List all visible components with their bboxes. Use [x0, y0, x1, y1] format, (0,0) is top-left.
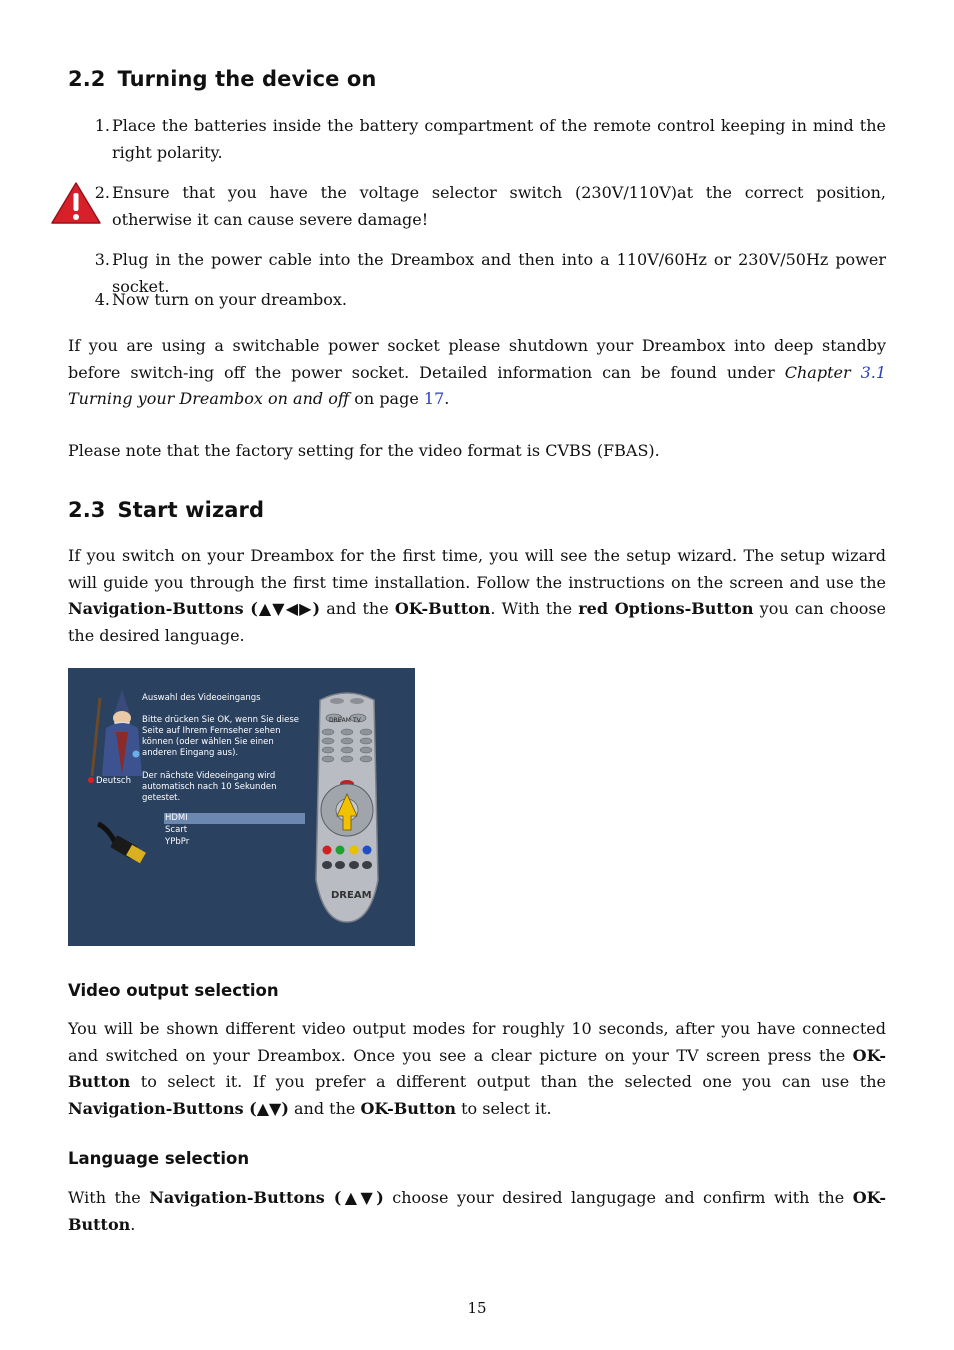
subheading-language: Language selection — [68, 1149, 250, 1168]
screen-text-2: Der nächste Videoeingang wird automatisch nach 10 Sekunden getestet. — [142, 771, 277, 803]
paragraph-power-socket — [68, 333, 886, 413]
ok-button-label: OK-Button — [68, 1188, 887, 1234]
text-run: choose your desired langugage and confirm with the — [383, 1188, 853, 1207]
text-run: you can choose the desired language. — [68, 599, 887, 645]
section-number: 2.2 — [68, 67, 106, 91]
list-number: 1. — [94, 116, 110, 135]
chapter-link[interactable]: 3.1 — [860, 362, 887, 382]
ok-button-label: OK-Button — [394, 599, 491, 618]
list-text: Plug in the power cable into the Dreambox and then into a 110V/60Hz or 230V/50Hz power socket. — [112, 250, 886, 296]
text-run: You will be shown different video output modes for roughly 10 seconds, after you have connected and switched on your Dreambox. Once you see a clear picture on your TV screen press the — [68, 1019, 886, 1065]
ok-button-label: OK-Button — [360, 1098, 457, 1118]
text-run: With the — [68, 1188, 150, 1207]
option-hdmi[interactable]: HDMI — [164, 813, 305, 824]
text-run: to select it. — [456, 1098, 552, 1118]
hdmi-cable-icon — [94, 818, 150, 868]
nav-buttons-label: Navigation-Buttons (▲▼◀▶) — [68, 599, 321, 618]
section-heading-2-3 — [68, 498, 264, 522]
text-run: . — [444, 389, 450, 408]
text-run: If you switch on your Dreambox for the first time, you will see the setup wizard. The setup wizard will guide you through the first time installation. Follow the instructions on the screen and use the — [68, 546, 886, 592]
paragraph-language — [68, 1185, 886, 1238]
text-run: on page — [349, 389, 424, 408]
warning-triangle-icon — [50, 181, 102, 225]
list-text: Now turn on your dreambox. — [112, 290, 347, 309]
list-text: Place the batteries inside the battery compartment of the remote control keeping in mind the right polarity. — [112, 116, 886, 162]
text-run: to select it. If you prefer a different output than the selected one you can use the — [130, 1072, 886, 1091]
remote-dream-label: DREAM — [329, 717, 351, 724]
chapter-label: Chapter — [784, 362, 851, 382]
text-run: . With the — [490, 599, 579, 618]
section-heading-2-2 — [68, 67, 376, 91]
language-indicator — [88, 776, 131, 787]
list-number: 4. — [94, 290, 110, 309]
page-number: 15 — [467, 1299, 487, 1317]
text-run: If you are using a switchable power socket please shutdown your Dreambox into deep standby before switch-ing off the power socket. Detailed information can be found under — [68, 336, 886, 382]
text-run: and the — [320, 599, 395, 618]
option-ypbpr[interactable]: YPbPr — [165, 837, 190, 847]
remote-tv-label: TV — [353, 717, 361, 724]
page-link[interactable]: 17 — [423, 389, 445, 408]
nav-buttons-label: Navigation-Buttons (▲▼) — [149, 1188, 384, 1207]
text-run: and the — [288, 1098, 361, 1118]
list-text: Ensure that you have the voltage selector switch (230V/110V)at the correct position, otherwise it can cause severe damage! — [112, 183, 886, 229]
list-number: 2. — [94, 183, 110, 202]
red-dot-icon — [88, 777, 94, 783]
language-label: Deutsch — [96, 776, 131, 786]
wizard-screenshot — [68, 668, 415, 946]
nav-buttons-label: Navigation-Buttons (▲▼) — [68, 1098, 289, 1118]
section-title: Start wizard — [117, 498, 265, 522]
section-number: 2.3 — [68, 498, 106, 522]
paragraph-video-format: Please note that the factory setting for the video format is CVBS (FBAS). — [68, 441, 660, 460]
screen-text-1: Bitte drücken Sie OK, wenn Sie diese Seite auf Ihrem Fernseher sehen können (oder wählen Sie einen anderen Eingang aus). — [142, 715, 300, 758]
options-button-label: red Options-Button — [578, 599, 754, 618]
remote-brand-logo: DREAM — [331, 890, 372, 901]
ok-button-label: OK-Button — [68, 1045, 886, 1091]
option-scart[interactable]: Scart — [165, 825, 188, 835]
paragraph-video-output — [68, 1016, 886, 1122]
subheading-video-output: Video output selection — [68, 981, 279, 1000]
paragraph-wizard — [68, 543, 886, 649]
list-number: 3. — [94, 250, 110, 269]
screen-heading: Auswahl des Videoeingangs — [142, 693, 261, 703]
wizard-character-icon — [86, 688, 144, 780]
text-run: . — [130, 1214, 136, 1234]
chapter-title: Turning your Dreambox on and off — [68, 389, 350, 408]
section-title: Turning the device on — [117, 67, 377, 91]
